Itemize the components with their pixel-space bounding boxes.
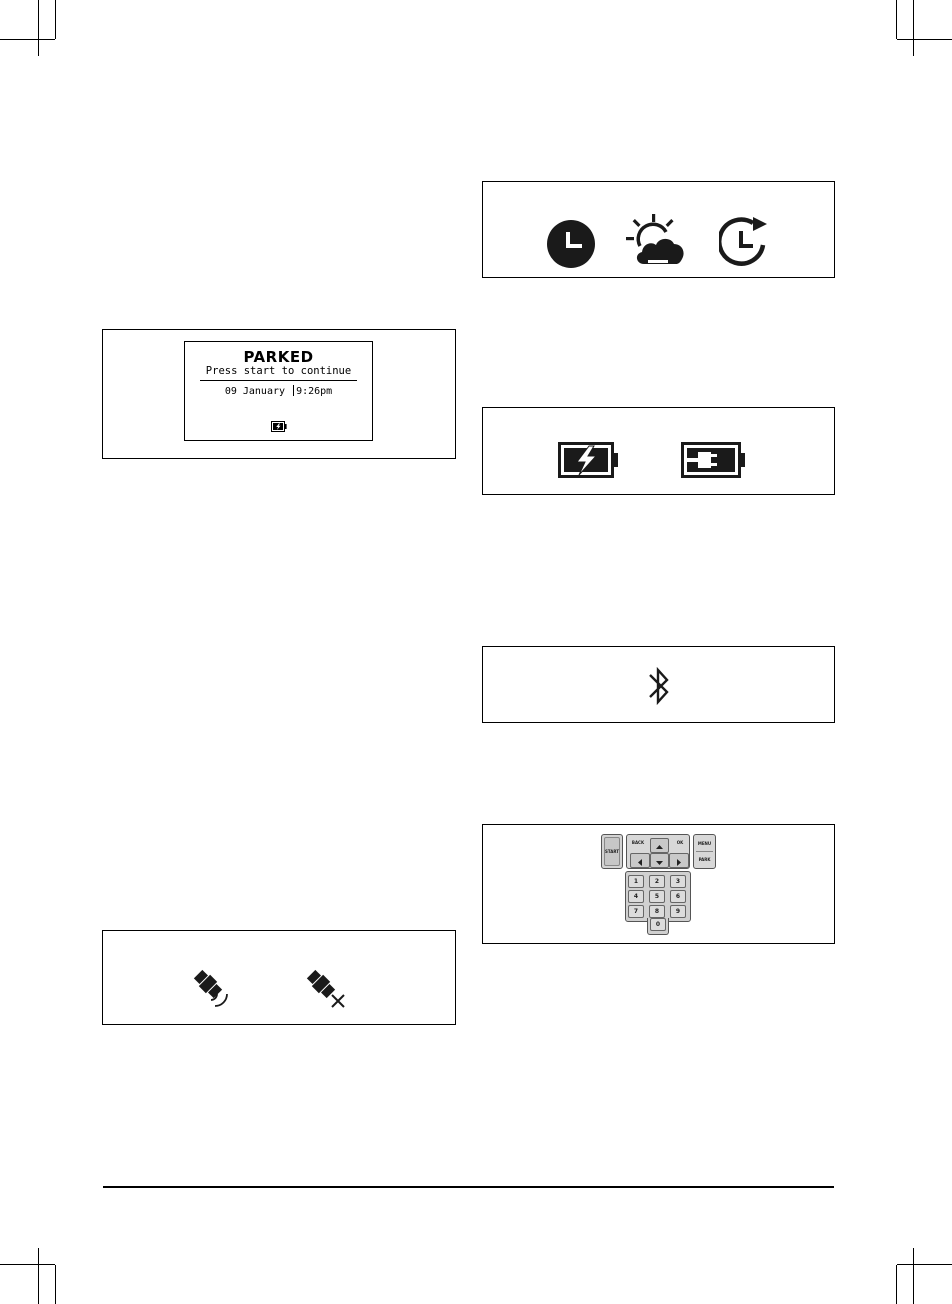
back-key-label[interactable]: BACK xyxy=(631,840,645,845)
battery-charging-icon xyxy=(558,442,620,478)
num-key[interactable]: 3 xyxy=(670,875,686,888)
battery-charging-icon xyxy=(271,421,287,432)
satellite-no-signal-icon xyxy=(301,964,351,1012)
schedule-icons-panel xyxy=(482,181,835,278)
arrow-left-icon xyxy=(631,856,649,869)
num-key[interactable]: 2 xyxy=(649,875,665,888)
override-schedule-icon xyxy=(719,215,771,269)
weather-timer-icon xyxy=(626,214,688,268)
num-key[interactable]: 6 xyxy=(670,890,686,903)
divider xyxy=(200,380,357,381)
menu-key-label[interactable]: MENU xyxy=(697,841,712,846)
arrow-down-icon xyxy=(651,856,668,869)
num-key[interactable]: 7 xyxy=(628,905,644,918)
num-key[interactable]: 9 xyxy=(670,905,686,918)
menu-park-block xyxy=(693,834,716,869)
num-key-zero[interactable]: 0 xyxy=(650,918,666,931)
arrow-down-key[interactable] xyxy=(650,853,669,868)
separator xyxy=(293,385,294,396)
bluetooth-panel xyxy=(482,646,835,723)
numeric-pad xyxy=(625,871,691,922)
battery-plugged-icon xyxy=(681,442,747,478)
keypad-panel xyxy=(482,824,835,944)
footer-rule xyxy=(103,1186,834,1188)
date-text: 09 January xyxy=(224,386,286,397)
arrow-up-key[interactable] xyxy=(650,838,669,853)
num-key[interactable]: 8 xyxy=(649,905,665,918)
back-ok-block xyxy=(626,834,690,869)
satellite-signal-icon xyxy=(188,964,234,1010)
arrow-left-key[interactable] xyxy=(630,853,650,868)
start-key-label: START xyxy=(604,849,620,854)
park-key-label[interactable]: PARK xyxy=(698,857,711,862)
zero-key-holder xyxy=(647,918,669,935)
date-time xyxy=(185,385,372,398)
status-hint: Press start to continue xyxy=(205,365,352,377)
battery-icons-panel xyxy=(482,407,835,495)
time-text: 9:26pm xyxy=(296,386,333,397)
schedule-clock-icon xyxy=(546,219,596,269)
status-title: PARKED xyxy=(243,348,314,366)
num-key[interactable]: 1 xyxy=(628,875,644,888)
arrow-right-icon xyxy=(670,856,688,869)
num-key[interactable]: 4 xyxy=(628,890,644,903)
bluetooth-icon xyxy=(647,662,673,710)
arrow-right-key[interactable] xyxy=(669,853,689,868)
gps-panel xyxy=(102,930,456,1025)
start-key[interactable] xyxy=(601,834,623,869)
num-key[interactable]: 5 xyxy=(649,890,665,903)
display-screen xyxy=(184,341,373,441)
ok-key-label[interactable]: OK xyxy=(676,840,684,845)
